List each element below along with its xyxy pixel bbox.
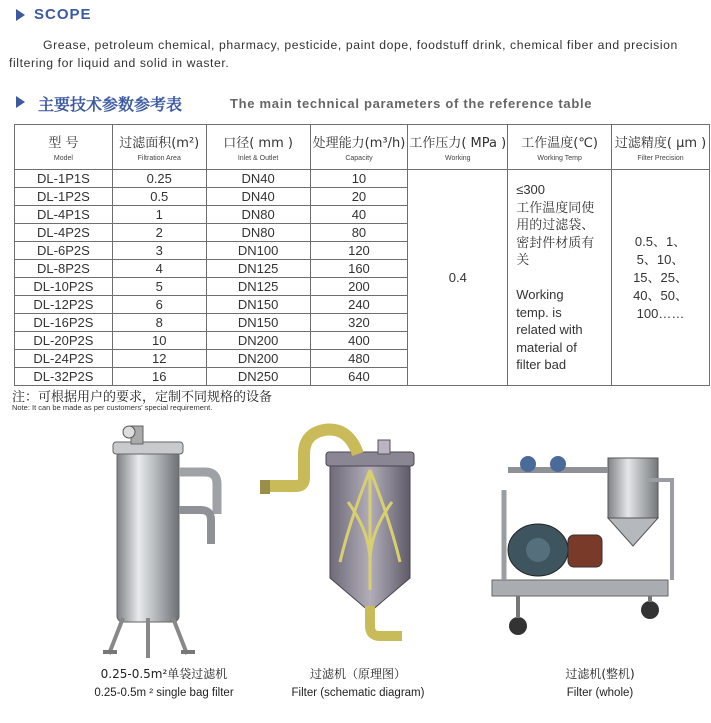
cell-area: 6 <box>112 296 206 314</box>
figure-2-caption-cn: 过滤机（原理图） <box>309 667 406 681</box>
cell-area: 8 <box>112 314 206 332</box>
cell-model: DL-4P1S <box>15 206 113 224</box>
temp-line: 工作温度同使 <box>516 199 595 215</box>
cell-area: 2 <box>112 224 206 242</box>
cell-capacity: 320 <box>310 314 408 332</box>
cell-inlet: DN100 <box>206 242 310 260</box>
cell-capacity: 40 <box>310 206 408 224</box>
cell-inlet: DN125 <box>206 278 310 296</box>
cell-capacity: 640 <box>310 368 408 386</box>
params-marker-icon <box>16 96 25 108</box>
cell-area: 10 <box>112 332 206 350</box>
filter-schematic-image <box>258 422 418 654</box>
precision-line: 40、50、 <box>633 287 688 303</box>
table-row <box>15 170 710 188</box>
scope-title: SCOPE <box>34 6 92 23</box>
cell-model: DL-8P2S <box>15 260 113 278</box>
note-cn: 注：可根据用户的要求，定制不同规格的设备 <box>12 390 273 405</box>
figure-3-caption-en: Filter (whole) <box>566 687 634 699</box>
cell-model: DL-32P2S <box>15 368 113 386</box>
parameter-table <box>14 124 710 386</box>
cell-area: 1 <box>112 206 206 224</box>
cell-model: DL-16P2S <box>15 314 113 332</box>
temp-line: ≤300 <box>516 182 546 198</box>
temp-line: temp. is <box>516 304 562 320</box>
cell-area: 0.25 <box>112 170 206 188</box>
cell-capacity: 20 <box>310 188 408 206</box>
cell-capacity: 400 <box>310 332 408 350</box>
figure-2-caption-en: Filter (schematic diagram) <box>291 687 425 699</box>
cell-temperature <box>508 170 612 386</box>
cell-inlet: DN40 <box>206 170 310 188</box>
header-pressure: 工作压力( MPa ) Working <box>408 125 508 170</box>
precision-line: 100…… <box>636 305 685 321</box>
cell-inlet: DN150 <box>206 314 310 332</box>
header-inlet: 口径( mm ) Inlet & Outlet <box>206 125 310 170</box>
figure-1-caption-cn: 0.25-0.5m²单袋过滤机 <box>100 667 228 681</box>
cell-inlet: DN80 <box>206 206 310 224</box>
cell-pressure: 0.4 <box>408 170 508 386</box>
cell-inlet: DN125 <box>206 260 310 278</box>
cell-inlet: DN200 <box>206 350 310 368</box>
cell-model: DL-24P2S <box>15 350 113 368</box>
cell-model: DL-4P2S <box>15 224 113 242</box>
temp-line: filter bad <box>516 357 567 373</box>
note-en: Note: It can be made as per customers' special requirement. <box>12 403 213 412</box>
cell-model: DL-10P2S <box>15 278 113 296</box>
cell-inlet: DN200 <box>206 332 310 350</box>
cell-model: DL-20P2S <box>15 332 113 350</box>
precision-line: 5、10、 <box>636 251 685 267</box>
cell-capacity: 240 <box>310 296 408 314</box>
params-title-cn: 主要技术参数参考表 <box>38 95 183 114</box>
cell-capacity: 120 <box>310 242 408 260</box>
scope-text: Grease, petroleum chemical, pharmacy, pesticide, paint dope, foodstuff drink, chemical fiber and precision filtering for liquid and solid in waster. <box>9 38 678 70</box>
temp-line: 密封件材质有 <box>516 234 595 250</box>
precision-line: 15、25、 <box>633 269 688 285</box>
header-capacity: 处理能力(m³/h) Capacity <box>310 125 408 170</box>
cell-capacity: 160 <box>310 260 408 278</box>
cell-area: 5 <box>112 278 206 296</box>
precision-line: 0.5、1、 <box>634 233 687 249</box>
temp-line: material of <box>516 339 577 355</box>
figure-1-caption-en: 0.25-0.5m ² single bag filter <box>94 687 234 699</box>
cell-area: 12 <box>112 350 206 368</box>
temp-line <box>516 269 611 287</box>
single-bag-filter-image <box>95 422 225 662</box>
cell-capacity: 80 <box>310 224 408 242</box>
cell-area: 16 <box>112 368 206 386</box>
cell-inlet: DN80 <box>206 224 310 242</box>
cell-model: DL-6P2S <box>15 242 113 260</box>
header-model: 型 号 Model <box>15 125 113 170</box>
temp-line: 关 <box>516 252 530 268</box>
cell-area: 3 <box>112 242 206 260</box>
cell-area: 4 <box>112 260 206 278</box>
cell-inlet: DN40 <box>206 188 310 206</box>
header-temp: 工作温度(℃) Working Temp <box>508 125 612 170</box>
scope-marker-icon <box>16 9 25 21</box>
cell-capacity: 10 <box>310 170 408 188</box>
cell-model: DL-1P1S <box>15 170 113 188</box>
cell-capacity: 480 <box>310 350 408 368</box>
cell-model: DL-1P2S <box>15 188 113 206</box>
temp-line: related with <box>516 322 583 338</box>
cell-inlet: DN250 <box>206 368 310 386</box>
cell-precision <box>612 170 710 386</box>
filter-whole-machine-image <box>488 430 688 640</box>
header-area: 过滤面积(m²) Filtration Area <box>112 125 206 170</box>
cell-capacity: 200 <box>310 278 408 296</box>
temp-line: 用的过滤袋、 <box>516 217 595 233</box>
figure-3-caption-cn: 过滤机(整机) <box>565 667 635 681</box>
table-header-row <box>15 125 710 170</box>
cell-inlet: DN150 <box>206 296 310 314</box>
params-title-en: The main technical parameters of the reference table <box>230 96 593 111</box>
temp-line: Working <box>516 287 564 303</box>
header-precision: 过滤精度( μm ) Filter Precision <box>612 125 710 170</box>
cell-area: 0.5 <box>112 188 206 206</box>
cell-model: DL-12P2S <box>15 296 113 314</box>
